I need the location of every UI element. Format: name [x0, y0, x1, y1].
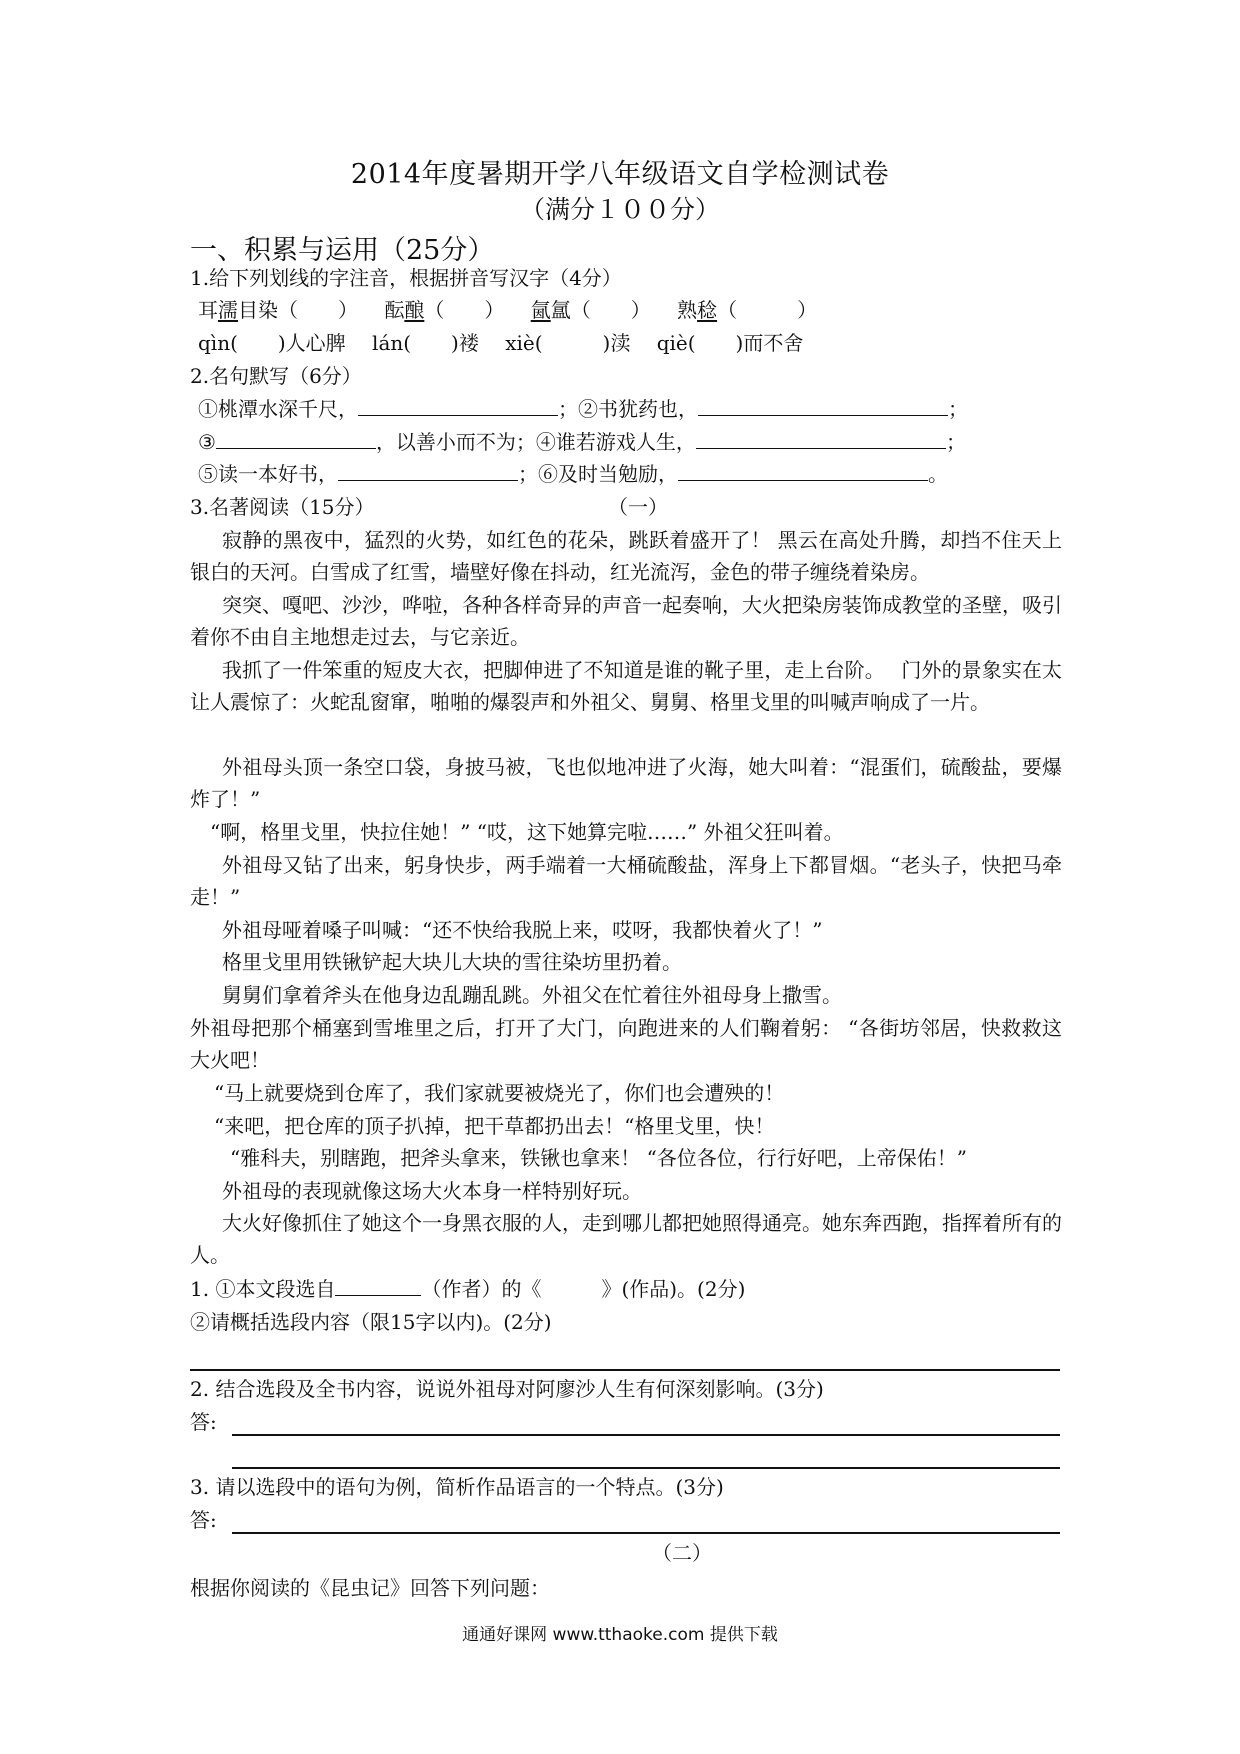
part-one-marker: （一）	[608, 495, 668, 519]
section-heading: 一、积累与运用（25分）	[190, 235, 495, 266]
sub-question-1b: ②请概括选段内容（限15字以内)。(2分)	[190, 1310, 552, 1334]
recitation-row-1: ①桃潭水深千尺， ；②书犹药也， ；	[198, 397, 968, 421]
answer-blank[interactable]	[335, 1275, 421, 1296]
footer-source: 通通好课网 www.tthaoke.com 提供下载	[462, 1625, 778, 1645]
passage-paragraph: 我抓了一件笨重的短皮大衣，把脚伸进了不知道是谁的靴子里，走上台阶。 门外的景象实在太让人震惊了：火蛇乱窗窜，啪啪的爆裂声和外祖父、舅舅、格里戈里的叫喊声响成了一片。	[190, 658, 1062, 714]
word-item: 氤氲（ ）	[530, 298, 651, 322]
pinyin-item: qìn( )人心脾	[198, 331, 346, 355]
passage-paragraph: “雅科夫，别瞎跑，把斧头拿来，铁锹也拿来！ “各位各位，行行好吧，上帝保佑！”	[230, 1146, 968, 1170]
page-subtitle: （满分１００分）	[519, 195, 720, 224]
pinyin-item: qiè( )而不舍	[656, 331, 804, 355]
answer-blank[interactable]	[338, 460, 518, 481]
part-two-marker: （二）	[652, 1541, 712, 1565]
question-3-label: 3.名著阅读（15分）	[190, 495, 375, 519]
passage-paragraph: “啊，格里戈里，快拉住她！” “哎，这下她算完啦……” 外祖父狂叫着。	[210, 820, 844, 844]
answer-blank[interactable]	[696, 428, 946, 449]
pinyin-item: xiè( )渎	[505, 331, 631, 355]
answer-blank[interactable]	[216, 428, 376, 449]
answer-blank[interactable]	[678, 460, 928, 481]
passage-paragraph: 突突、嘎吧、沙沙，哗啦，各种各样奇异的声音一起奏响，大火把染房装饰成教堂的圣壁，吸引着你不由自主地想走过去，与它亲近。	[190, 593, 1062, 649]
recitation-row-2: ③ ，以善小而不为；④谁若游戏人生， ；	[198, 430, 966, 454]
sub-question-1: 1. ①本文段选自 （作者）的《 》(作品)。(2分)	[190, 1277, 746, 1301]
part-two-intro: 根据你阅读的《昆虫记》回答下列问题：	[190, 1576, 550, 1600]
question-2-label: 2.名句默写（6分）	[190, 364, 362, 388]
passage-paragraph: 外祖母头顶一条空口袋，身披马被，飞也似地冲进了火海，她大叫着：“混蛋们，硫酸盐，要爆炸了！”	[190, 755, 1062, 811]
answer-line[interactable]	[190, 1369, 1060, 1371]
word-item: 耳濡目染（ ）	[198, 298, 358, 322]
sub-question-3: 3. 请以选段中的语句为例，简析作品语言的一个特点。(3分)	[190, 1475, 724, 1499]
answer-line[interactable]	[232, 1532, 1060, 1534]
question-1-pinyin	[198, 327, 1078, 359]
passage-paragraph: 寂静的黑夜中，猛烈的火势，如红色的花朵，跳跃着盛开了！ 黑云在高处升腾，却挡不住天上银白的天河。白雪成了红雪，墙壁好像在抖动，红光流泻，金色的带子缠绕着染房。	[190, 528, 1062, 584]
question-1-label: 1.给下列划线的字注音，根据拼音写汉字（4分）	[190, 266, 622, 290]
answer-label: 答:	[190, 1508, 217, 1532]
answer-label: 答:	[190, 1410, 217, 1434]
pinyin-item: lán( )褛	[372, 331, 479, 355]
page-title: 2014年度暑期开学八年级语文自学检测试卷	[350, 159, 890, 190]
passage-paragraph: 外祖母的表现就像这场大火本身一样特别好玩。	[222, 1179, 642, 1203]
passage-paragraph: 大火好像抓住了她这个一身黑衣服的人，走到哪儿都把她照得通亮。她东奔西跑，指挥着所有的人。	[190, 1211, 1062, 1267]
word-item: 熟稔（ ）	[677, 298, 818, 322]
passage-paragraph: 格里戈里用铁锹铲起大块儿大块的雪往染坊里扔着。	[222, 950, 682, 974]
passage-paragraph: 舅舅们拿着斧头在他身边乱蹦乱跳。外祖父在忙着往外祖母身上撒雪。	[222, 983, 842, 1007]
word-item: 酝酿（ ）	[384, 298, 505, 322]
question-1-words	[198, 294, 1078, 326]
answer-line[interactable]	[232, 1434, 1060, 1436]
answer-line[interactable]	[232, 1467, 1060, 1469]
passage-paragraph: 外祖母哑着嗓子叫喊：“还不快给我脱上来，哎呀，我都快着火了！”	[222, 918, 823, 942]
passage-paragraph: 外祖母把那个桶塞到雪堆里之后，打开了大门，向跑进来的人们鞠着躬： “各街坊邻居，快救救这大火吧！	[190, 1016, 1062, 1072]
answer-blank[interactable]	[358, 395, 558, 416]
passage-paragraph: “马上就要烧到仓库了，我们家就要被烧光了，你们也会遭殃的！	[214, 1081, 785, 1105]
answer-blank[interactable]	[698, 395, 948, 416]
sub-question-2: 2. 结合选段及全书内容，说说外祖母对阿廖沙人生有何深刻影响。(3分)	[190, 1377, 824, 1401]
recitation-row-3: ⑤读一本好书， ；⑥及时当勉励， 。	[198, 462, 948, 486]
passage-paragraph: “来吧，把仓库的顶子扒掉，把干草都扔出去！“格里戈里，快！	[214, 1114, 775, 1138]
passage-paragraph: 外祖母又钻了出来，躬身快步，两手端着一大桶硫酸盐，浑身上下都冒烟。“老头子，快把马牵走！”	[190, 853, 1062, 909]
